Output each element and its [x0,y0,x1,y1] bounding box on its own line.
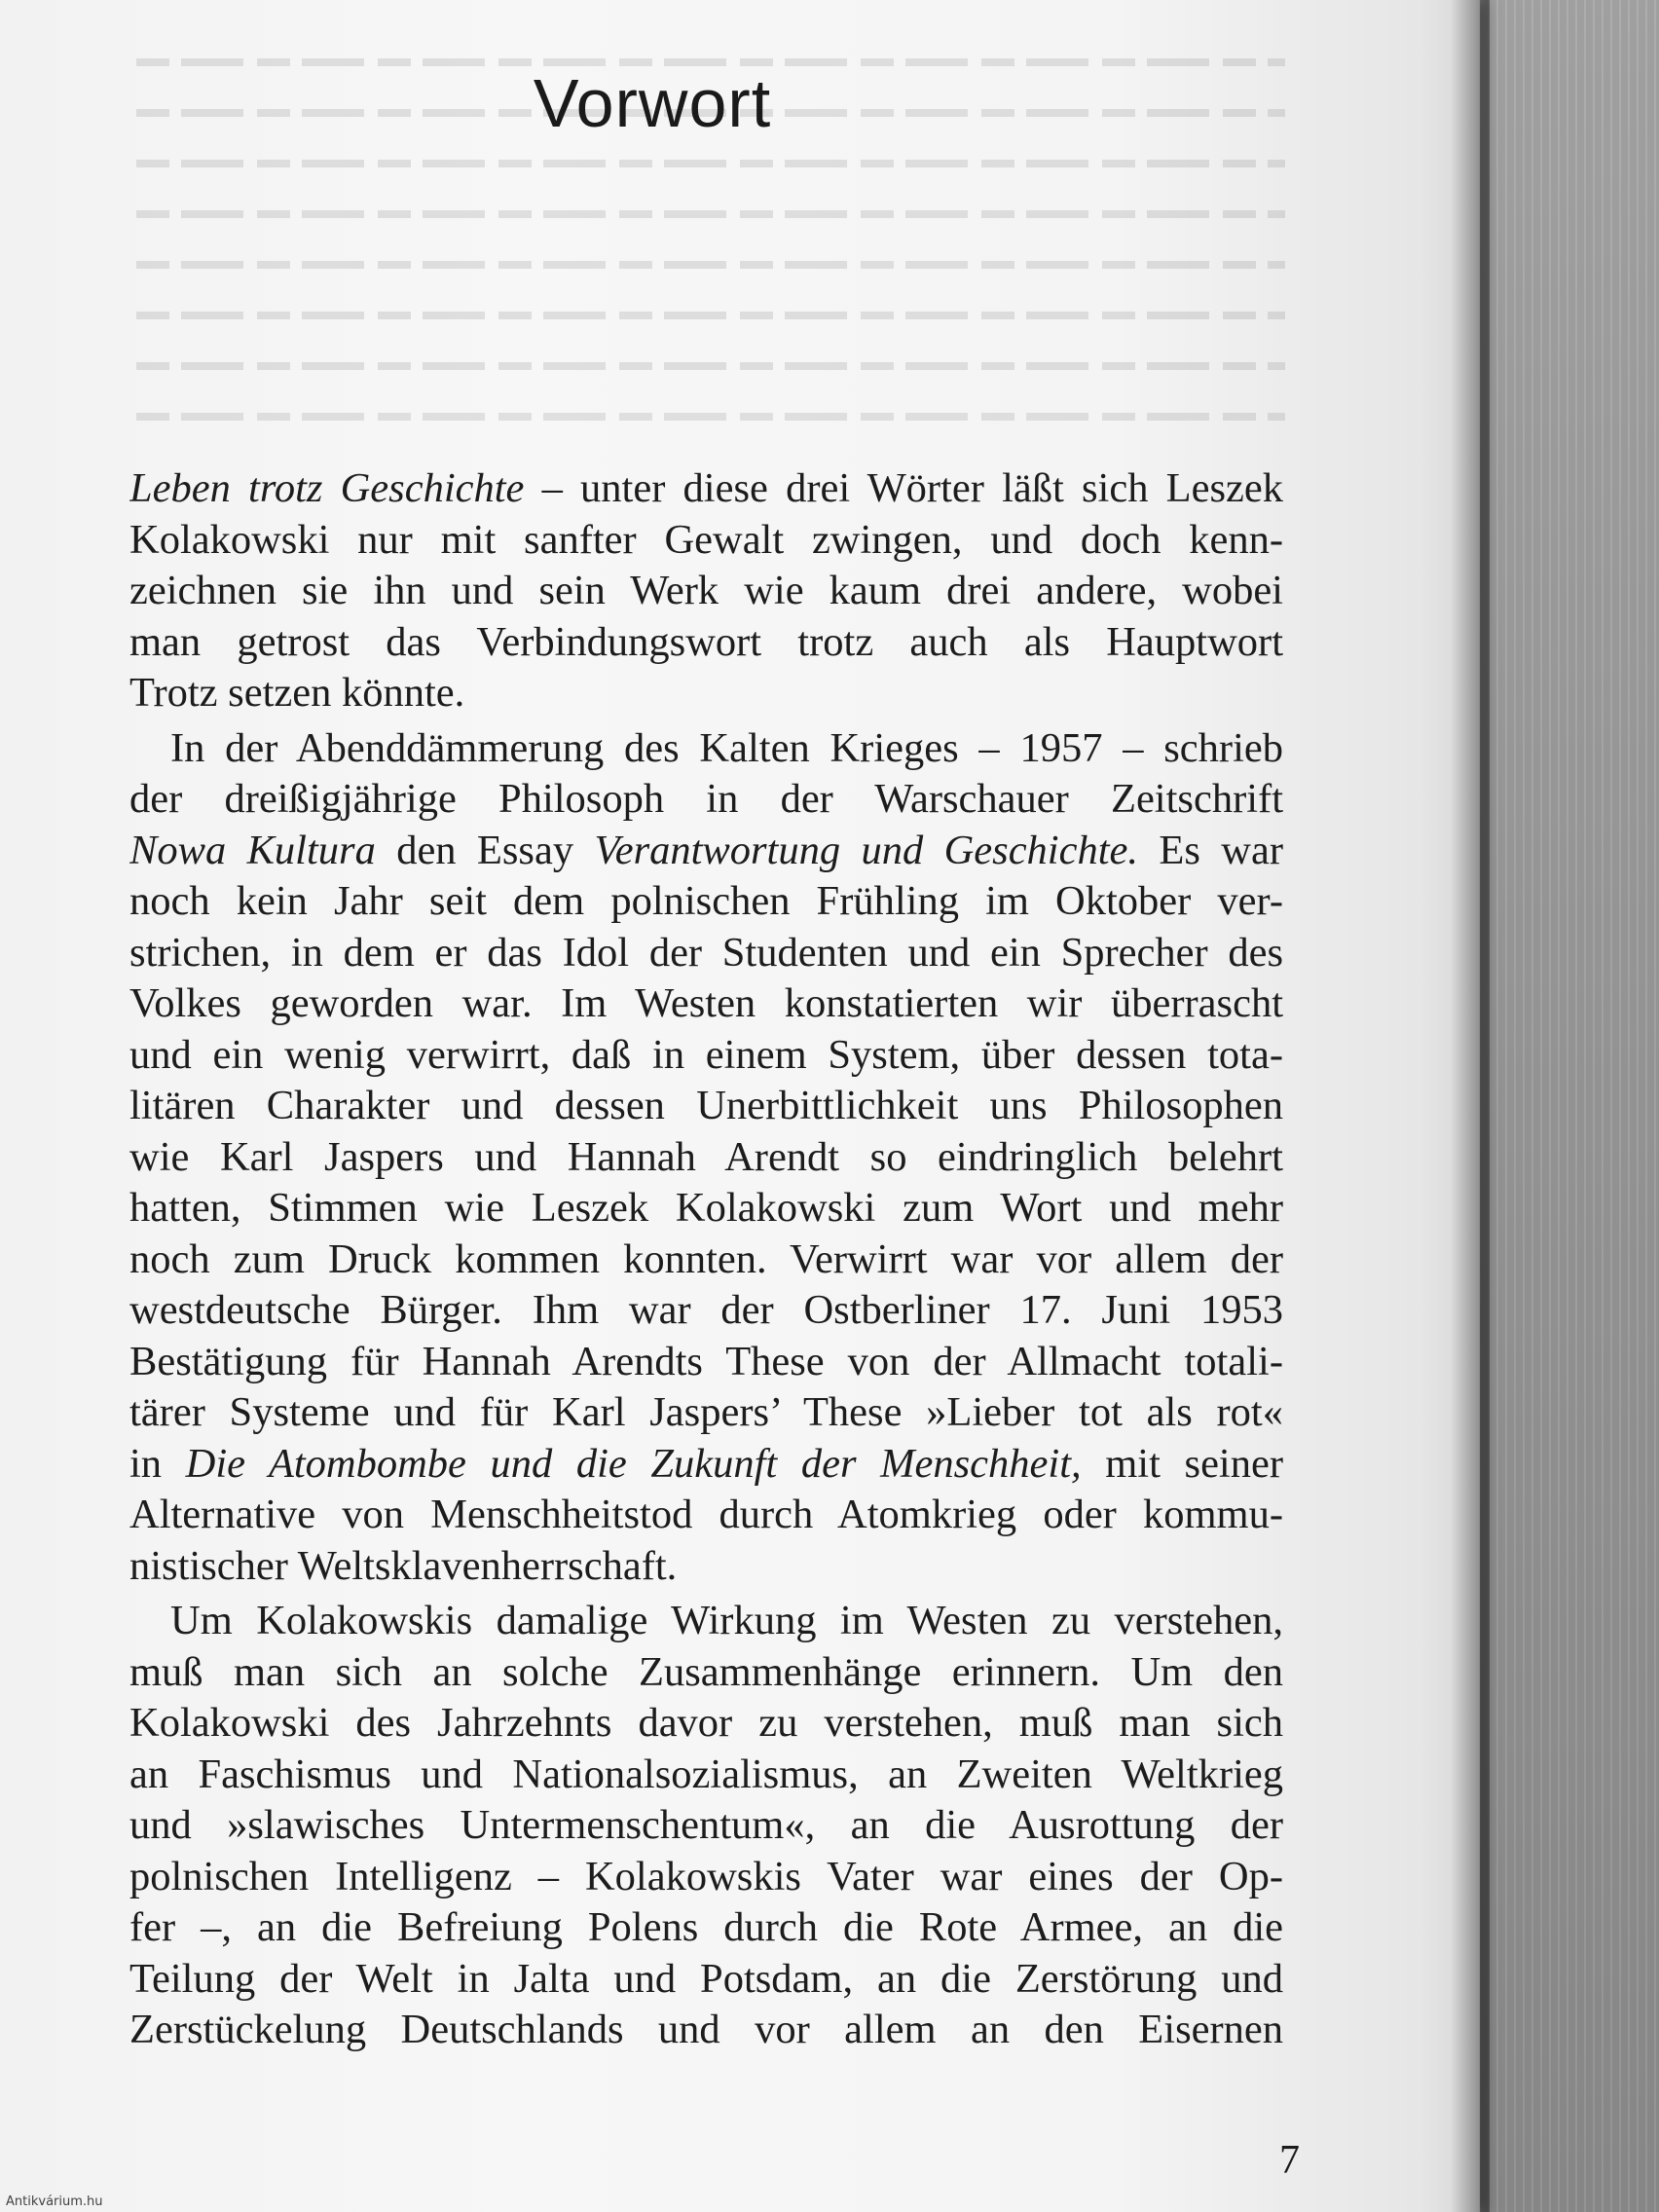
text-segment: an Faschismus und Nationalsozialismus, an Zweiten Weltkrieg [129,1751,1283,1797]
text-line [129,774,1283,826]
text-segment: wie Karl Jaspers und Hannah Arendt so eindringlich belehrt [129,1133,1283,1180]
text-line [129,826,1283,877]
text-segment: polnischen Intelligenz – Kolakowskis Vater war eines der Op- [129,1853,1283,1899]
text-segment: Kolakowski nur mit sanfter Gewalt zwingen, und doch kenn- [129,516,1283,563]
text-line [129,978,1283,1030]
text-line [129,1902,1283,1954]
text-segment: Kolakowski des Jahrzehnts davor zu verstehen, muß man sich [129,1700,1283,1746]
text-line [129,515,1283,567]
text-line [129,617,1283,669]
text-segment: tärer Systeme und für Karl Jaspers’ These »Lieber tot als rot« [129,1389,1283,1435]
text-line [129,2005,1283,2056]
italic-segment: Leben trotz Geschichte [129,465,525,511]
text-segment: Um Kolakowskis damalige Wirkung im Westen zu verstehen, [170,1598,1283,1643]
paragraph [129,723,1283,1593]
text-line [129,1800,1283,1852]
italic-segment: Nowa Kultura [129,827,376,873]
italic-segment: Verantwortung und Geschichte. [594,827,1139,873]
text-segment: den Essay [375,827,595,873]
text-line [129,1541,1283,1593]
text-line [129,1439,1283,1491]
text-line [129,1337,1283,1388]
text-segment: Es war [1138,827,1283,873]
text-segment: Bestätigung für Hannah Arendts These von der Allmacht totali- [129,1338,1283,1384]
text-line [129,1596,1283,1647]
text-line [129,1132,1283,1184]
wood-grain-background [1470,0,1659,2212]
text-line [129,928,1283,979]
text-line [129,876,1283,928]
text-line [129,1081,1283,1132]
text-line [129,1647,1283,1699]
text-line [129,566,1283,617]
text-segment: – unter diese drei Wörter läßt sich Leszek [524,465,1283,511]
text-line [129,1387,1283,1439]
page-title: Vorwort [533,65,772,141]
text-line [129,1852,1283,1903]
text-segment: westdeutsche Bürger. Ihm war der Ostberliner 17. Juni 1953 [129,1287,1283,1333]
text-segment: muß man sich an solche Zusammenhänge erinnern. Um den [129,1648,1283,1695]
text-segment: noch zum Druck kommen konnten. Verwirrt war vor allem der [129,1235,1283,1282]
text-segment: Zerstückelung Deutschlands und vor allem an den Eisernen [129,2007,1283,2052]
text-segment: Alternative von Menschheitstod durch Atomkrieg oder kommu- [129,1492,1283,1537]
text-segment: man getrost das Verbindungswort trotz auch als Hauptwort [129,618,1283,665]
paragraph [129,1596,1283,2056]
text-segment: strichen, in dem er das Idol der Studenten und ein Sprecher des [129,929,1283,976]
text-segment: und ein wenig verwirrt, daß in einem System, über dessen tota- [129,1031,1283,1078]
text-line [129,668,1283,719]
text-segment: nistischer Weltsklavenherrschaft. [129,1542,678,1589]
text-segment: mit seiner [1081,1440,1283,1487]
page-edge-shadow [1451,0,1490,2212]
paragraph [129,463,1283,719]
text-segment: hatten, Stimmen wie Leszek Kolakowski zum Wort und mehr [129,1185,1283,1231]
text-segment: noch kein Jahr seit dem polnischen Frühling im Oktober ver- [129,878,1283,924]
text-line [129,1750,1283,1801]
text-line [129,1183,1283,1235]
italic-segment: Die Atombombe und die Zukunft der Menschheit, [185,1440,1082,1487]
text-line [129,1030,1283,1082]
text-line [129,1235,1283,1286]
text-segment: und »slawisches Untermenschentum«, an die Ausrottung der [129,1802,1283,1848]
text-line [129,1490,1283,1541]
text-segment: fer –, an die Befreiung Polens durch die Rote Armee, an die [129,1904,1283,1950]
text-line [129,1698,1283,1750]
body-text [129,463,1283,2056]
text-segment: In der Abenddämmerung des Kalten Krieges – 1957 – schrieb [170,724,1283,771]
watermark: Antikvárium.hu [6,2194,103,2209]
text-segment: litären Charakter und dessen Unerbittlichkeit uns Philosophen [129,1083,1283,1128]
text-line [129,463,1283,515]
text-segment: Trotz setzen könnte. [129,670,465,716]
text-segment: in [129,1440,186,1487]
text-line [129,1285,1283,1337]
text-segment: Teilung der Welt in Jalta und Potsdam, an die Zerstörung und [129,1955,1283,2002]
text-segment: der dreißigjährige Philosoph in der Warschauer Zeitschrift [129,776,1283,822]
text-line [129,723,1283,775]
text-segment: Volkes geworden war. Im Westen konstatierten wir überrascht [129,980,1283,1026]
text-line [129,1954,1283,2006]
page-number: 7 [1279,2138,1300,2183]
text-segment: zeichnen sie ihn und sein Werk wie kaum drei andere, wobei [129,568,1283,613]
